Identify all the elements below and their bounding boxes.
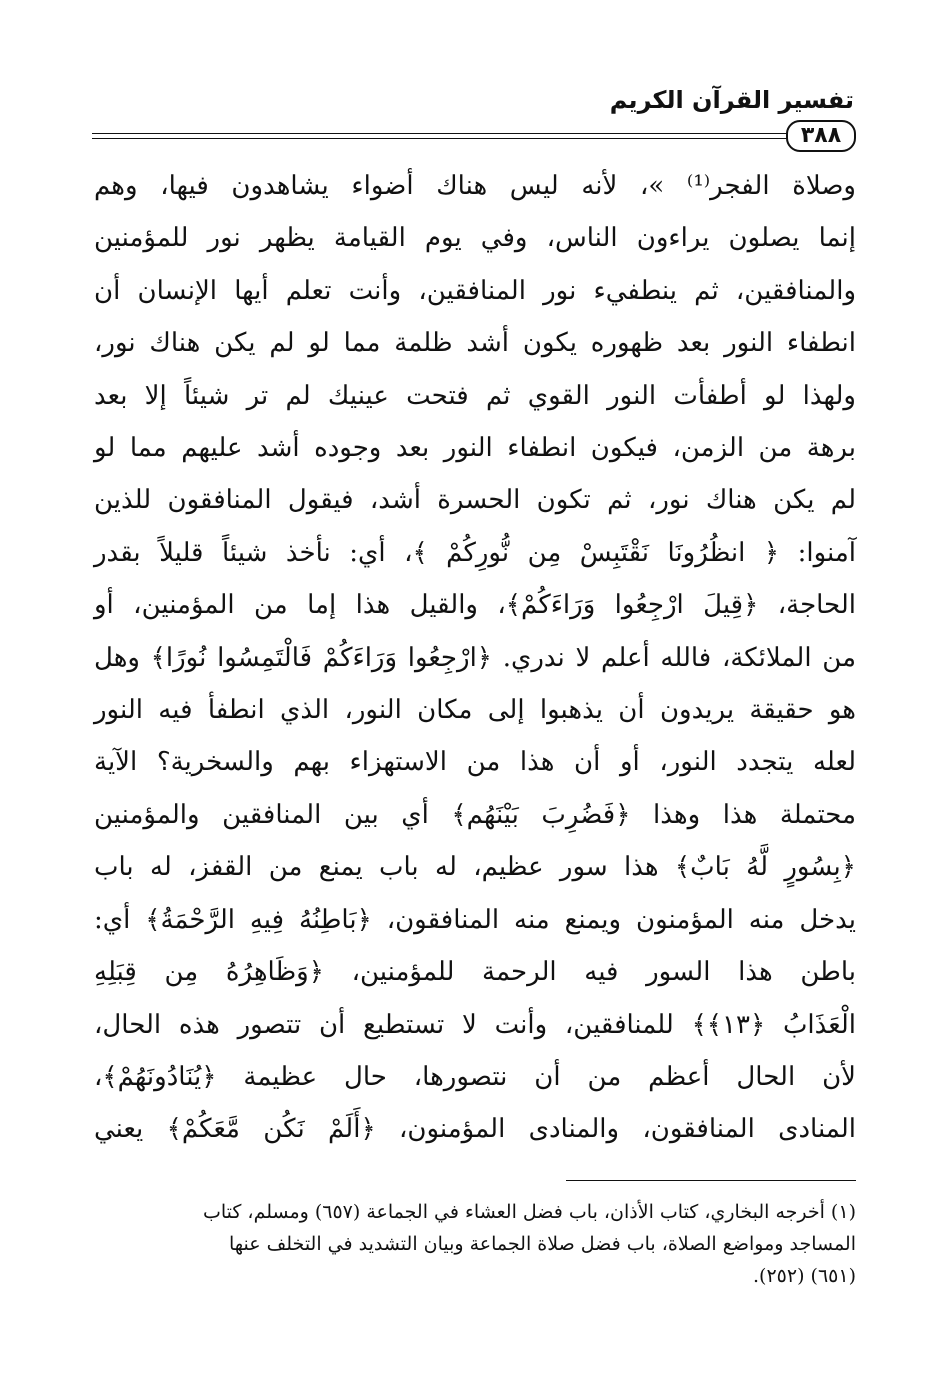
body-line: يدخل منه المؤمنون ويمنع منه المنافقون، ﴿بَاطِنُهُ فِيهِ الرَّحْمَةُ﴾ أي: bbox=[94, 904, 856, 935]
body-line: ﴿بِسُورٍ لَّهُ بَابٌ﴾ هذا سور عظيم، له باب يمنع من القفز، له باب bbox=[94, 852, 856, 883]
body-line: لعله يتجدد النور، أو أن هذا من الاستهزاء بهم والسخرية؟ الآية bbox=[94, 747, 856, 778]
body-line: محتملة هذا وهذا ﴿فَضُرِبَ بَيْنَهُم﴾ أي بين المنافقين والمؤمنين bbox=[94, 799, 856, 830]
footnote-line: (٦٥١) (٢٥٢). bbox=[753, 1265, 856, 1287]
body-line: والمنافقين، ثم ينطفيء نور المنافقين، وأنت تعلم أيها الإنسان أن bbox=[94, 275, 856, 306]
running-header-title: تفسير القرآن الكريم bbox=[609, 86, 854, 114]
body-line: انطفاء النور بعد ظهوره يكون أشد ظلمة مما لو لم يكن هناك نور، bbox=[94, 328, 856, 359]
page-number-badge: ٣٨٨ bbox=[786, 120, 856, 152]
body-line: إنما يصلون يراءون الناس، وفي يوم القيامة يظهر نور للمؤمنين bbox=[94, 223, 856, 254]
footnote-line: (١) أخرجه البخاري، كتاب الأذان، باب فضل العشاء في الجماعة (٦٥٧) ومسلم، كتاب bbox=[202, 1201, 856, 1223]
body-line: الْعَذَابُ ﴿١٣﴾﴾ للمنافقين، وأنت لا تستطيع أن تتصور هذه الحال، bbox=[94, 1009, 856, 1040]
header-rule bbox=[92, 118, 856, 148]
footnote-separator bbox=[566, 1180, 856, 1181]
body-line: لأن الحال أعظم من أن نتصورها، حال عظيمة ﴿يُنَادُونَهُمْ﴾، bbox=[94, 1061, 856, 1092]
body-line: آمنوا: ﴿ انظُرُونَا نَقْتَبِسْ مِن نُّورِكُمْ ﴾، أي: نأخذ شيئاً قليلاً بقدر bbox=[94, 537, 856, 568]
body-line: هو حقيقة يريدون أن يذهبوا إلى مكان النور، الذي انطفأ فيه النور bbox=[94, 695, 856, 726]
body-line: من الملائكة، فالله أعلم لا ندري. ﴿ارْجِعُوا وَرَاءَكُمْ فَالْتَمِسُوا نُورًا﴾ وهل bbox=[94, 642, 856, 673]
footnotes bbox=[94, 1196, 856, 1292]
header-rule-line-top bbox=[92, 133, 792, 134]
body-line: الحاجة، ﴿قِيلَ ارْجِعُوا وَرَاءَكُمْ﴾، والقيل هذا إما من المؤمنين، أو bbox=[94, 590, 856, 621]
body-line: لم يكن هناك نور، ثم تكون الحسرة أشد، فيقول المنافقون للذين bbox=[94, 485, 856, 516]
footnote-line: المساجد ومواضع الصلاة، باب فضل صلاة الجماعة وبيان التشديد في التخلف عنها bbox=[228, 1233, 856, 1255]
body-line: المنادى المنافقون، والمنادى المؤمنون، ﴿أَلَمْ نَكُن مَّعَكُمْ﴾ يعني bbox=[94, 1114, 856, 1145]
body-line: باطن هذا السور فيه الرحمة للمؤمنين، ﴿وَظَاهِرُهُ مِن قِبَلِهِ bbox=[94, 957, 856, 988]
body-line: وصلاة الفجر⁽¹⁾ »، لأنه ليس هناك أضواء يشاهدون فيها، وهم bbox=[94, 171, 856, 201]
body-line: برهة من الزمن، فيكون انطفاء النور بعد وجوده أشد عليهم مما لو bbox=[94, 433, 856, 464]
main-body-text bbox=[94, 160, 856, 1156]
body-line: ولهذا لو أطفأت النور القوي ثم فتحت عينيك لم تر شيئاً إلا بعد bbox=[94, 380, 856, 411]
header-rule-line-bottom bbox=[92, 138, 792, 139]
